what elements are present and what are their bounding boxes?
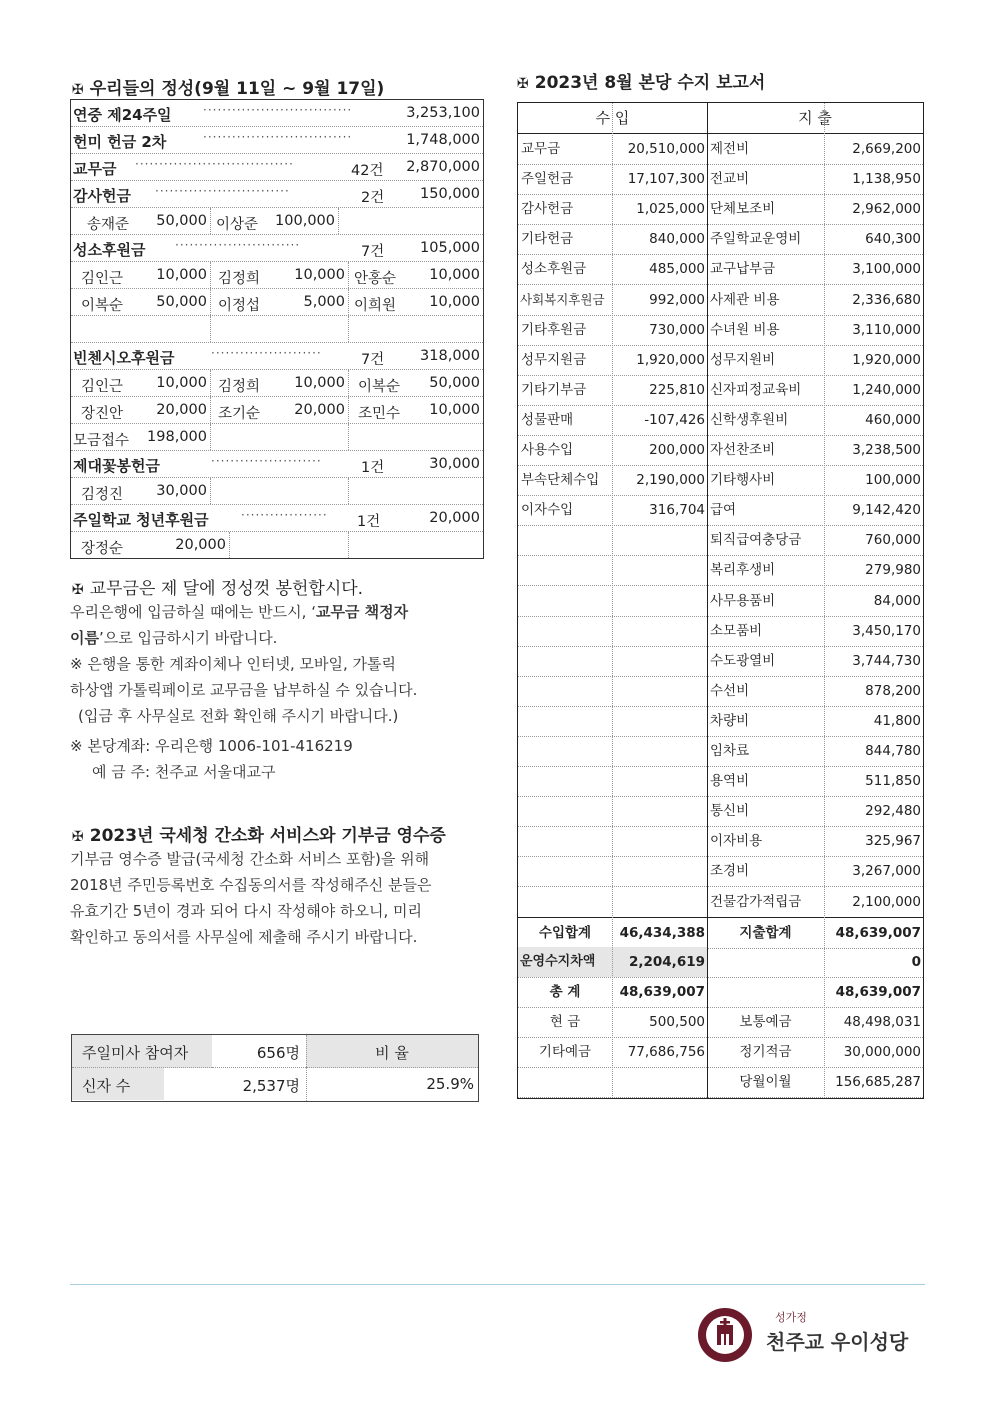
donor-name: 장정순 <box>81 541 124 557</box>
donor-name: 이복순 <box>81 298 124 314</box>
expense-amount: 760,000 <box>865 532 921 549</box>
offering-label: 헌미 헌금 2차 <box>73 133 167 151</box>
income-item <box>518 586 612 616</box>
donor-amount: 50,000 <box>429 375 480 391</box>
believer-label: 신자 수 <box>82 1077 131 1095</box>
income-amount <box>612 766 707 796</box>
expense-amount: 48,498,031 <box>843 1013 921 1030</box>
ratio-value: 25.9% <box>426 1075 474 1093</box>
donor-name: 장진안 <box>81 406 124 422</box>
expense-amount: 2,962,000 <box>852 201 921 218</box>
income-amount <box>612 736 707 766</box>
parish-name: 천주교 우이성당 <box>766 1330 909 1354</box>
offering-amount: 150,000 <box>420 186 480 202</box>
offering-amount: 105,000 <box>420 240 480 256</box>
expense-item: 단체보조비 <box>710 201 776 218</box>
income-item <box>518 796 612 826</box>
offering-label: 제대꽃봉헌금 <box>73 457 160 475</box>
offering-amount: 30,000 <box>429 456 480 472</box>
expense-amount: 3,267,000 <box>852 863 921 880</box>
blank-row <box>71 316 483 343</box>
expense-item: 이자비용 <box>710 833 763 850</box>
income-amount: 485,000 <box>649 261 705 278</box>
finance-row <box>518 495 923 526</box>
donor-row <box>71 424 483 451</box>
attendance-box <box>71 1034 479 1102</box>
income-amount: 1,025,000 <box>636 201 705 218</box>
expense-item <box>707 947 824 977</box>
income-amount: 46,434,388 <box>619 924 705 941</box>
donor-amount: 10,000 <box>429 267 480 283</box>
expense-item: 건물감가적립금 <box>710 893 802 910</box>
finance-row <box>518 586 923 617</box>
donor-name: 이희원 <box>354 298 397 314</box>
expense-amount: 48,639,007 <box>835 924 921 941</box>
income-amount: 1,920,000 <box>636 351 705 368</box>
income-item: 기타예금 <box>538 1044 592 1060</box>
donor-amount: 20,000 <box>294 402 345 418</box>
donor-name: 송재준 <box>87 217 130 233</box>
income-item <box>518 856 612 886</box>
expense-item: 보통예금 <box>739 1013 792 1030</box>
income-amount <box>612 826 707 856</box>
donor-name: 이복순 <box>358 379 401 395</box>
income-amount <box>612 887 707 917</box>
donor-name: 김인근 <box>81 379 124 395</box>
income-amount <box>612 646 707 676</box>
offering-count: 7건 <box>361 244 385 260</box>
leader-dots: ·························· <box>175 238 301 252</box>
leader-dots: ······························· <box>203 103 353 117</box>
offering-label: 빈첸시오후원금 <box>73 349 175 367</box>
finance-row <box>518 254 923 285</box>
donor-name: 김정희 <box>218 271 261 287</box>
expense-amount: 41,800 <box>873 712 921 729</box>
donor-name: 안홍순 <box>354 271 397 287</box>
income-item: 현 금 <box>549 1013 581 1030</box>
offerings-title: ✠ 우리들의 정성(9월 11일 ~ 9월 17일) <box>72 79 385 99</box>
income-item <box>518 646 612 676</box>
donor-row <box>71 289 483 316</box>
finance-row <box>518 435 923 466</box>
income-amount <box>612 586 707 616</box>
finance-total-row <box>518 1067 923 1098</box>
finance-row <box>518 736 923 767</box>
expense-item: 사제관 비용 <box>710 291 780 308</box>
expense-amount: 2,669,200 <box>852 141 921 157</box>
cross-mark-icon: ✠ <box>72 582 84 598</box>
offering-row <box>71 127 483 154</box>
expense-amount: 325,967 <box>865 833 921 850</box>
donor-name: 김정진 <box>81 487 124 503</box>
offering-label: 교무금 <box>73 160 117 178</box>
offering-count: 1건 <box>357 514 381 530</box>
expense-item: 조경비 <box>710 863 750 880</box>
income-item: 기타헌금 <box>521 231 574 248</box>
income-amount: 48,639,007 <box>619 983 705 1000</box>
offering-row <box>71 343 483 370</box>
donor-name: 이상준 <box>216 217 259 233</box>
donor-row <box>71 208 483 235</box>
expense-item: 당월이월 <box>739 1074 792 1091</box>
offering-label: 주일학교 청년후원금 <box>73 511 209 529</box>
income-item: 교무금 <box>521 141 561 157</box>
expense-item: 신자피정교육비 <box>710 381 802 398</box>
offering-amount: 2,870,000 <box>406 159 480 175</box>
expense-amount: 3,744,730 <box>852 652 921 669</box>
expense-amount: 3,238,500 <box>852 442 921 458</box>
donor-amount: 10,000 <box>294 267 345 283</box>
income-amount: 840,000 <box>649 231 705 248</box>
income-item: 부속단체수입 <box>521 472 600 489</box>
expense-item: 성무지원비 <box>710 351 776 368</box>
income-item: 이자수입 <box>521 502 574 519</box>
finance-row <box>518 315 923 346</box>
finance-row <box>518 646 923 677</box>
expense-item: 복리후생비 <box>710 562 776 579</box>
income-amount: 225,810 <box>649 381 705 398</box>
cross-mark-icon: ✠ <box>72 829 84 845</box>
donor-name: 김정희 <box>218 379 261 395</box>
donor-name: 조민수 <box>358 406 401 422</box>
expense-amount: 1,920,000 <box>852 351 921 368</box>
expense-item: 지출합계 <box>739 924 792 941</box>
donor-name: 김인근 <box>81 271 124 287</box>
donor-amount: 20,000 <box>156 402 207 418</box>
expense-amount: 1,240,000 <box>852 381 921 398</box>
donor-amount: 10,000 <box>156 267 207 283</box>
expense-item: 소모품비 <box>710 622 763 639</box>
income-item: 기타후원금 <box>521 321 587 338</box>
offering-amount: 318,000 <box>420 348 480 364</box>
cross-mark-icon: ✠ <box>517 76 529 92</box>
income-item <box>518 616 612 646</box>
donor-amount: 10,000 <box>294 375 345 391</box>
leader-dots: ······················· <box>211 454 322 468</box>
donor-row <box>71 397 483 424</box>
finance-title: ✠ 2023년 8월 본당 수지 보고서 <box>517 73 766 93</box>
donor-amount: 100,000 <box>275 213 335 229</box>
offering-amount: 20,000 <box>429 510 480 526</box>
income-item <box>518 736 612 766</box>
notice-title: ✠ 교무금은 제 달에 정성껏 봉헌합시다. <box>72 579 364 599</box>
expense-amount: 844,780 <box>865 743 921 759</box>
expense-item: 기타행사비 <box>710 472 776 489</box>
expense-amount: 640,300 <box>865 231 921 248</box>
income-amount: 316,704 <box>649 502 705 519</box>
finance-row <box>518 134 923 165</box>
expense-amount: 279,980 <box>865 562 921 579</box>
finance-header-row <box>518 103 923 134</box>
income-amount: 200,000 <box>649 442 705 458</box>
finance-row <box>518 164 923 195</box>
donor-row <box>71 370 483 397</box>
finance-row <box>518 887 923 918</box>
leader-dots: ································· <box>135 157 294 171</box>
income-amount: 500,500 <box>649 1013 705 1030</box>
offering-row <box>71 505 483 532</box>
leader-dots: ···························· <box>155 184 290 198</box>
expense-amount: 878,200 <box>865 682 921 699</box>
leader-dots: ······························· <box>203 130 353 144</box>
income-amount <box>612 616 707 646</box>
offering-label: 감사헌금 <box>73 187 131 205</box>
income-item: 주일헌금 <box>521 171 574 188</box>
offerings-table <box>70 99 484 559</box>
income-amount <box>612 555 707 585</box>
expense-amount: 84,000 <box>873 592 921 609</box>
finance-row <box>518 194 923 225</box>
finance-row <box>518 555 923 586</box>
finance-row <box>518 345 923 376</box>
leader-dots: ·················· <box>241 508 328 522</box>
donor-amount: 20,000 <box>175 537 226 553</box>
donor-row <box>71 532 483 558</box>
finance-total-row <box>518 1037 923 1068</box>
cross-mark-icon: ✠ <box>72 82 84 98</box>
income-amount: 992,000 <box>649 291 705 308</box>
income-item: 총 계 <box>549 983 581 1000</box>
income-item <box>518 766 612 796</box>
offering-row <box>71 100 483 127</box>
finance-row <box>518 676 923 707</box>
expense-item: 수선비 <box>710 682 750 699</box>
finance-row <box>518 224 923 255</box>
attend-value: 656명 <box>256 1044 300 1062</box>
finance-row <box>518 375 923 406</box>
income-amount: 2,190,000 <box>636 472 705 489</box>
finance-total-row <box>518 947 923 978</box>
expense-amount: 2,100,000 <box>852 893 921 910</box>
expense-item: 차량비 <box>710 712 750 729</box>
expense-amount: 1,138,950 <box>852 171 921 188</box>
expense-item: 주일학교운영비 <box>710 231 802 248</box>
income-item: 수입합계 <box>538 924 592 941</box>
offering-label: 연중 제24주일 <box>73 106 172 124</box>
income-amount: 2,204,619 <box>612 947 707 977</box>
expense-item: 퇴직급여충당금 <box>710 532 802 549</box>
income-item: 사용수입 <box>521 442 574 458</box>
offering-row <box>71 451 483 478</box>
offering-amount: 1,748,000 <box>406 132 480 148</box>
attend-label: 주일미사 참여자 <box>82 1044 189 1062</box>
offering-label: 성소후원금 <box>73 241 146 259</box>
income-amount <box>612 1067 707 1097</box>
income-amount: 730,000 <box>649 321 705 338</box>
expense-item: 교구납부금 <box>710 261 776 278</box>
expense-item <box>707 977 824 1007</box>
finance-total-row <box>518 977 923 1008</box>
expense-item: 수녀원 비용 <box>710 321 780 338</box>
parish-seal-icon <box>697 1307 753 1363</box>
donor-amount: 10,000 <box>429 294 480 310</box>
notice-body: 기부금 영수증 발급(국세청 간소화 서비스 포함)을 위해 2018년 주민등록번호 수집동의서를 작성해주신 분들은 유효기간 5년이 경과 되어 다시 작성해야 하오니, 미리 확인하고 동의서를 사무실에 제출해 주시기 바랍니다. <box>70 850 432 946</box>
income-header: 수 입 <box>595 109 630 127</box>
finance-row <box>518 285 923 316</box>
expense-amount: 292,480 <box>865 803 921 820</box>
expense-amount: 3,100,000 <box>852 261 921 278</box>
expense-amount: 30,000,000 <box>843 1044 921 1060</box>
donor-amount: 198,000 <box>147 429 207 445</box>
income-amount <box>612 856 707 886</box>
income-amount <box>612 796 707 826</box>
expense-item: 임차료 <box>710 743 750 759</box>
expense-amount: 48,639,007 <box>835 983 921 1000</box>
finance-row <box>518 465 923 496</box>
finance-row <box>518 766 923 797</box>
income-item <box>518 525 612 555</box>
offering-row <box>71 181 483 208</box>
donor-name: 조기순 <box>218 406 261 422</box>
offering-row <box>71 154 483 181</box>
ratio-label: 비 율 <box>375 1044 409 1062</box>
income-amount <box>612 676 707 706</box>
expense-amount: 3,110,000 <box>852 321 921 338</box>
offering-count: 7건 <box>361 352 385 368</box>
income-item <box>518 1067 612 1097</box>
offering-amount: 3,253,100 <box>406 105 480 121</box>
donor-amount: 10,000 <box>429 402 480 418</box>
income-item: 감사헌금 <box>521 201 574 218</box>
expense-item: 신학생후원비 <box>710 411 789 428</box>
expense-item: 급여 <box>710 502 737 519</box>
expense-amount: 156,685,287 <box>835 1074 921 1091</box>
income-amount <box>612 525 707 555</box>
finance-row <box>518 826 923 857</box>
expense-amount: 100,000 <box>865 472 921 489</box>
expense-item: 전교비 <box>710 171 750 188</box>
income-item: 성무지원금 <box>521 351 587 368</box>
donor-amount: 5,000 <box>303 294 345 310</box>
income-amount: 77,686,756 <box>627 1044 705 1060</box>
income-amount: 17,107,300 <box>627 171 705 188</box>
income-item <box>518 555 612 585</box>
expense-item: 제전비 <box>710 141 750 157</box>
income-item: 운영수지차액 <box>518 947 612 977</box>
offering-count: 2건 <box>361 190 385 206</box>
notice-body: 우리은행에 입금하실 때에는 반드시, ‘교무금 책정자 이름’으로 입금하시기 바랍니다. ※ 은행을 통한 계좌이체나 인터넷, 모바일, 가톨릭 하상앱 가톨릭페이로 교무금을 납부하실 수 있습니다. (입금 후 사무실로 전화 확인해 주시기 바랍니다.) ※ 본당계좌: 우리은행 1006-101-416219 예 금 주: 천주교 서울대교구 <box>70 603 418 781</box>
finance-row <box>518 706 923 737</box>
footer-small-text: 성가정 <box>775 1311 807 1324</box>
finance-row <box>518 856 923 887</box>
offering-count: 1건 <box>361 460 385 476</box>
expense-amount: 3,450,170 <box>852 622 921 639</box>
income-amount <box>612 706 707 736</box>
donor-amount: 50,000 <box>156 213 207 229</box>
income-item: 사회복지후원금 <box>520 291 605 307</box>
expense-amount: 2,336,680 <box>852 291 921 308</box>
expense-header: 지 출 <box>798 109 832 127</box>
expense-amount: 9,142,420 <box>852 502 921 519</box>
donor-row <box>71 478 483 505</box>
leader-dots: ······················· <box>211 346 322 360</box>
finance-total-row <box>518 1007 923 1038</box>
income-item: 기타기부금 <box>521 381 587 398</box>
expense-amount: 511,850 <box>865 773 921 790</box>
expense-amount: 460,000 <box>865 411 921 428</box>
footer-divider <box>70 1284 925 1285</box>
donor-amount: 30,000 <box>156 483 207 499</box>
finance-total-row <box>518 917 923 949</box>
income-amount: -107,426 <box>644 411 705 428</box>
donor-amount: 50,000 <box>156 294 207 310</box>
finance-table <box>517 102 924 1099</box>
expense-item: 자선찬조비 <box>710 442 776 458</box>
donor-name: 이정섭 <box>218 298 261 314</box>
expense-item: 통신비 <box>710 803 750 820</box>
donor-row <box>71 262 483 289</box>
income-item <box>518 676 612 706</box>
income-item <box>518 887 612 917</box>
expense-item: 사무용품비 <box>710 592 776 609</box>
finance-row <box>518 796 923 827</box>
expense-item: 정기적금 <box>739 1044 792 1060</box>
income-amount: 20,510,000 <box>627 141 705 157</box>
finance-row <box>518 405 923 436</box>
notice-title: ✠ 2023년 국세청 간소화 서비스와 기부금 영수증 <box>72 826 446 846</box>
expense-amount: 0 <box>911 953 921 970</box>
expense-item: 수도광열비 <box>710 652 776 669</box>
income-item: 성소후원금 <box>521 261 587 278</box>
donor-amount: 10,000 <box>156 375 207 391</box>
offering-count: 42건 <box>351 163 384 179</box>
income-item: 성물판매 <box>521 411 574 428</box>
believer-value: 2,537명 <box>242 1077 300 1095</box>
expense-item: 용역비 <box>710 773 750 790</box>
donor-name: 모금접수 <box>73 433 130 449</box>
finance-row <box>518 616 923 647</box>
finance-row <box>518 525 923 556</box>
income-item <box>518 826 612 856</box>
income-item <box>518 706 612 736</box>
offering-row <box>71 235 483 262</box>
